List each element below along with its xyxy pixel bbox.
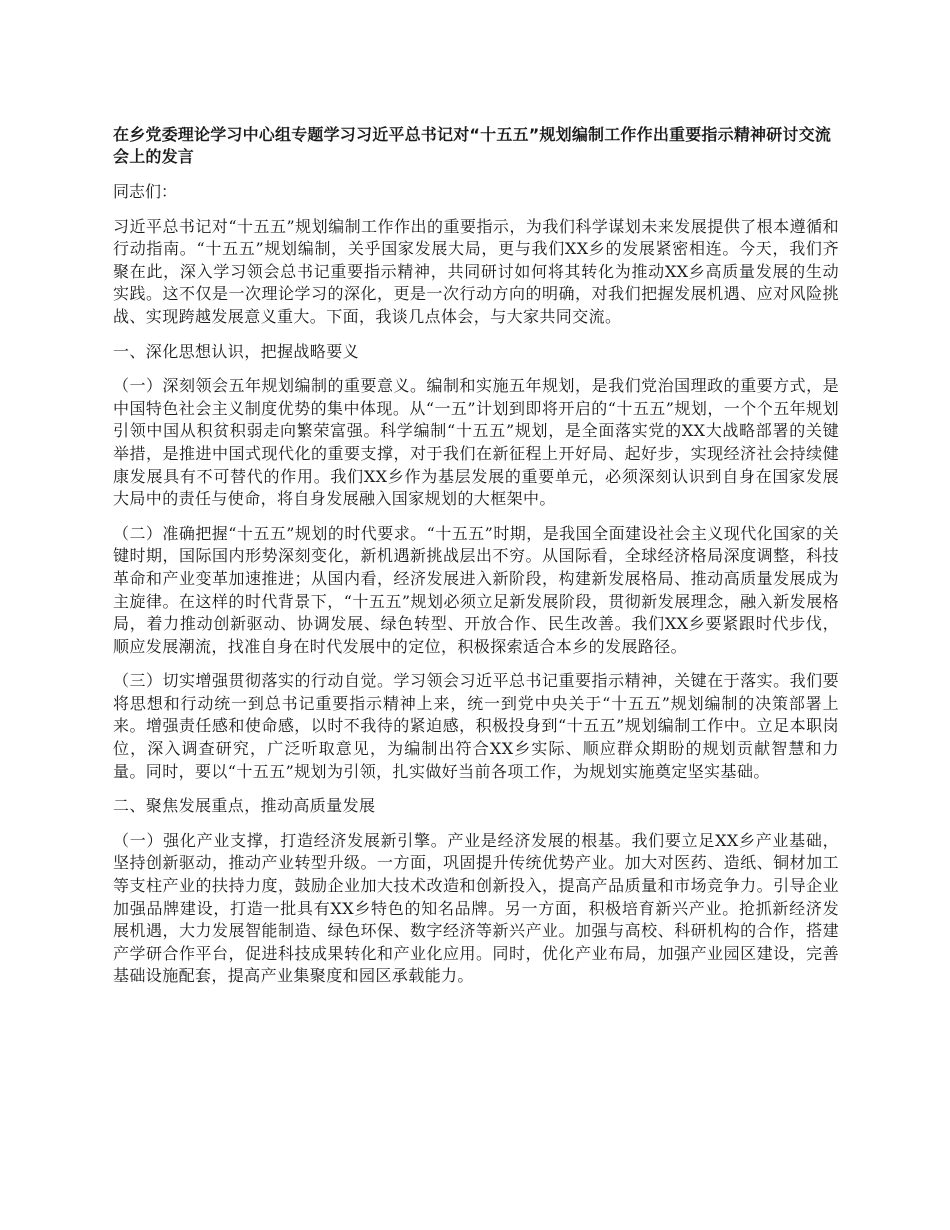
document-page (113, 124, 839, 1000)
section-heading: 二、聚焦发展重点，推动高质量发展 (113, 796, 376, 816)
document-title: 在乡党委理论学习中心组专题学习习近平总书记对“十五五”规划编制工作作出重要指示精神研讨交流会上的发言 (113, 125, 832, 166)
intro-paragraph: 习近平总书记对“十五五”规划编制工作作出的重要指示，为我们科学谋划未来发展提供了根本遵循和行动指南。“十五五”规划编制，关乎国家发展大局，更与我们XX乡的发展紧密相连。今天，我们齐聚在此，深入学习领会总书记重要指示精神，共同研讨如何将其转化为推动XX乡高质量发展的生动实践。这不仅是一次理论学习的深化，更是一次行动方向的明确，对我们把握发展机遇、应对风险挑战、实现跨越发展意义重大。下面，我谈几点体会，与大家共同交流。 (113, 216, 839, 326)
body-paragraph: （一）深刻领会五年规划编制的重要意义。编制和实施五年规划，是我们党治国理政的重要方式，是中国特色社会主义制度优势的集中体现。从“一五”计划到即将开启的“十五五”规划，一个个五年规划引领中国从积贫积弱走向繁荣富强。科学编制“十五五”规划，是全面落实党的XX大战略部署的关键举措，是推进中国式现代化的重要支撑，对于我们在新征程上开好局、起好步，实现经济社会持续健康发展具有不可替代的作用。我们XX乡作为基层发展的重要单元，必须深刻认识到自身在国家发展大局中的责任与使命，将自身发展融入国家规划的大框架中。 (113, 376, 839, 509)
salutation: 同志们： (113, 182, 178, 201)
body-paragraph: （二）准确把握“十五五”规划的时代要求。“十五五”时期，是我国全面建设社会主义现代化国家的关键时期，国际国内形势深刻变化，新机遇新挑战层出不穷。从国际看，全球经济格局深度调整，科技革命和产业变革加速推进；从国内看，经济发展进入新阶段，构建新发展格局、推动高质量发展成为主旋律。在这样的时代背景下，“十五五”规划必须立足新发展阶段，贯彻新发展理念，融入新发展格局，着力推动创新驱动、协调发展、绿色转型、开放合作、民生改善。我们XX乡要紧跟时代步伐，顺应发展潮流，找准自身在时代发展中的定位，积极探索适合本乡的发展路径。 (113, 523, 839, 656)
body-paragraph: （一）强化产业支撑，打造经济发展新引擎。产业是经济发展的根基。我们要立足XX乡产业基础，坚持创新驱动，推动产业转型升级。一方面，巩固提升传统优势产业。加大对医药、造纸、铜材加工等支柱产业的扶持力度，鼓励企业加大技术改造和创新投入，提高产品质量和市场竞争力。引导企业加强品牌建设，打造一批具有XX乡特色的知名品牌。另一方面，积极培育新兴产业。抢抓新经济发展机遇，大力发展智能制造、绿色环保、数字经济等新兴产业。加强与高校、科研机构的合作，搭建产学研合作平台，促进科技成果转化和产业化应用。同时，优化产业布局，加强产业园区建设，完善基础设施配套，提高产业集聚度和园区承载能力。 (113, 830, 839, 986)
section-heading: 一、深化思想认识，把握战略要义 (113, 341, 360, 361)
body-paragraph: （三）切实增强贯彻落实的行动自觉。学习领会习近平总书记重要指示精神，关键在于落实。我们要将思想和行动统一到总书记重要指示精神上来，统一到党中央关于“十五五”规划编制的决策部署上来。增强责任感和使命感，以时不我待的紧迫感，积极投身到“十五五”规划编制工作中。立足本职岗位，深入调查研究，广泛听取意见，为编制出符合XX乡实际、顺应群众期盼的规划贡献智慧和力量。同时，要以“十五五”规划为引领，扎实做好当前各项工作，为规划实施奠定坚实基础。 (113, 671, 839, 781)
